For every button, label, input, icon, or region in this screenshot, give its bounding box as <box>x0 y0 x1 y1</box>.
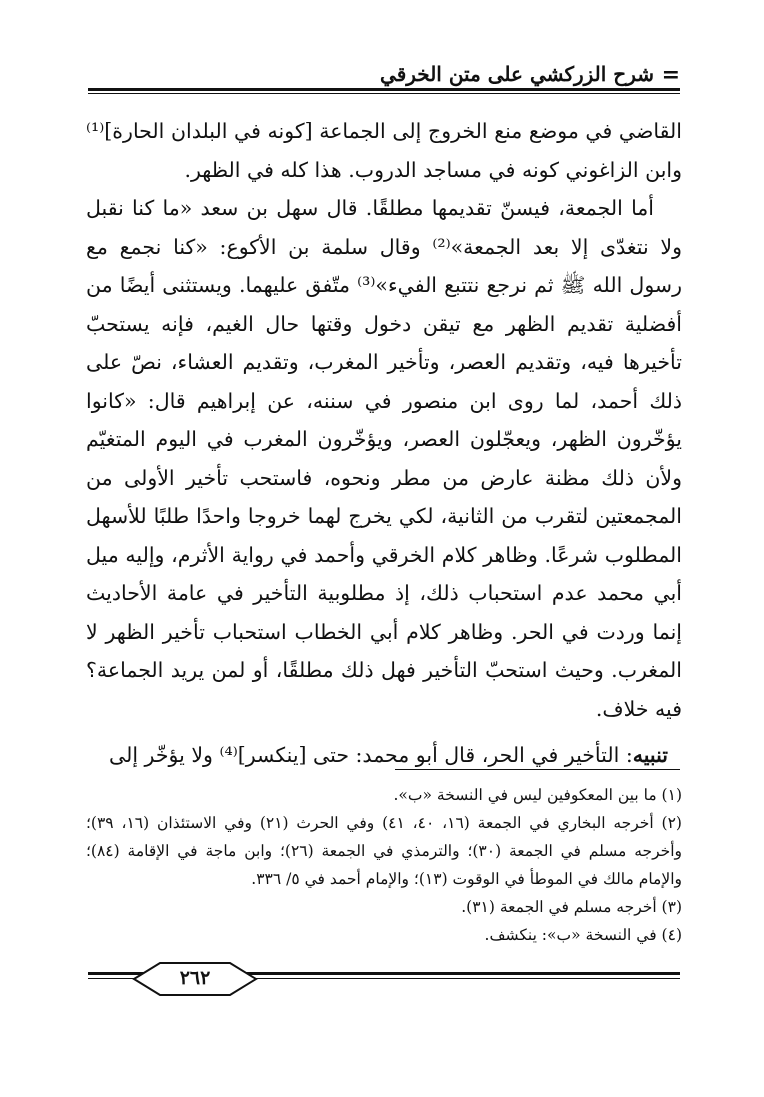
footnote: (٤) في النسخة «ب»: ينكشف. <box>484 926 682 944</box>
header-rule-thick <box>88 88 680 91</box>
footnote: (٣) أخرجه مسلم في الجمعة (٣١). <box>461 898 682 916</box>
note-text: : التأخير في الحر، قال أبو محمد: حتى [ينكسر]⁽⁴⁾ ولا يؤخّر إلى <box>109 743 633 767</box>
note-term: تنبيه <box>632 743 668 767</box>
footnote: (٢) أخرجه البخاري في الجمعة (١٦، ٤٠، ٤١) وفي الحرث (٢١) وفي الاستئذان (١٦، ٣٩)؛ وأخرجه مسلم في الجمعة (٣٠)؛ والترمذي في الجمعة (٢٦)؛ وابن ماجة في الإقامة (٨٤)؛ والإمام مالك في الموطأ في الوقوت (١٣)؛ والإمام أحمد في ٥/ ٣٣٦. <box>86 814 683 888</box>
page-number-frame <box>130 961 260 997</box>
running-header <box>88 60 680 90</box>
paragraph: أما الجمعة، فيسنّ تقديمها مطلقًا. قال سهل بن سعد «ما كنا نقبل ولا نتغدّى إلا بعد الجمعة»⁽²⁾ وقال سلمة بن الأكوع: «كنا نجمع مع رسول الله ﷺ ثم نرجع نتتبع الفيء»⁽³⁾ متّفق عليهما. ويستثنى أيضًا من أفضلية تقديم الظهر مع تيقن دخول وقتها حال الغيم، فإنه يستحبّ تأخيرها فيه، وتقديم العصر، وتأخير المغرب، وتقديم العشاء، نصّ على ذلك أحمد، لما روى ابن منصور في سننه، عن إبراهيم قال: «كانوا يؤخّرون الظهر، ويعجّلون العصر، ويؤخّرون المغرب في اليوم المتغيّم ولأن ذلك مظنة عارض من مطر ونحوه، فاستحب تأخير الأولى من المجمعتين لتقرب من الثانية، لكي يخرج لهما خروجا واحدًا طلبًا للأسهل المطلوب شرعًا. وظاهر كلام الخرقي وأحمد في رواية الأثرم، وإليه ميل أبي محمد عدم استحباب ذلك، إذ مطلوبية التأخير في عامة الأحاديث إنما وردت في الحر. وظاهر كلام أبي الخطاب استحباب تأخير الظهر لا المغرب. وحيث استحبّ التأخير فهل ذلك مطلقًا، أو لمن يريد الجماعة؟ فيه خلاف. <box>86 196 682 721</box>
header-rule-thin <box>88 93 680 94</box>
footnotes <box>86 781 682 949</box>
main-text <box>86 112 682 775</box>
paragraph: القاضي في موضع منع الخروج إلى الجماعة [كونه في البلدان الحارة]⁽¹⁾ وابن الزاغوني كونه في مساجد الدروب. هذا كله في الظهر. <box>86 119 682 182</box>
footnote-separator <box>395 769 680 770</box>
header-title: شرح الزركشي على متن الخرقي <box>380 62 654 86</box>
footnote: (١) ما بين المعكوفين ليس في النسخة «ب». <box>393 786 682 804</box>
page-number: ٢٦٢ <box>179 967 211 989</box>
header-marker: = <box>661 62 680 88</box>
